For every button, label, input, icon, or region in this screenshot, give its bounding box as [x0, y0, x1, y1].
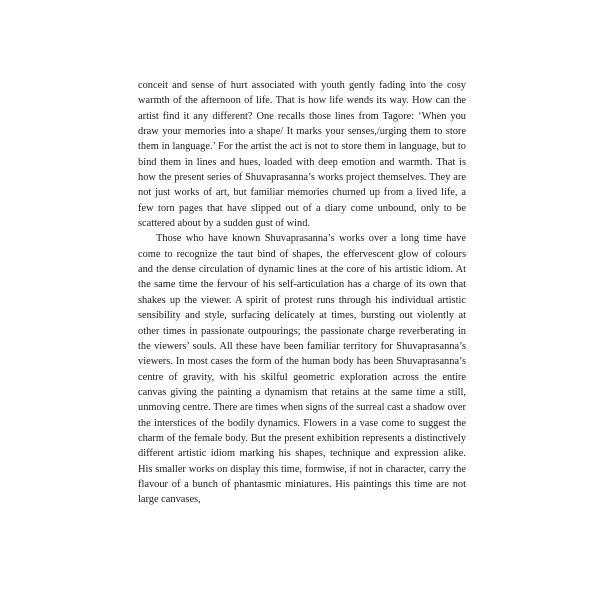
- paragraph-1: conceit and sense of hurt associated with youth gently fading into the cosy warmth of the afternoon of life. That is how life wends its way. How can the artist find it any different? One recalls those lines from Tagore: ‘When you draw your memories into a shape/ It marks your senses,/urging them to store them in language.’ For the artist the act is not to store them in language, but to bind them in lines and hues, loaded with deep emotion and warmth. That is how the present series of Shuvaprasanna’s works project themselves. They are not just works of art, but familiar memories churned up from a lived life, a few torn pages that have slipped out of a diary come unbound, only to be scattered about by a sudden gust of wind.: [138, 80, 466, 230]
- body-text: [138, 78, 466, 508]
- paragraph-2: Those who have known Shuvaprasanna’s works over a long time have come to recognize the taut bind of shapes, the effervescent glow of colours and the dense circulation of dynamic lines at the core of his artistic idiom. At the same time the fervour of his self-articulation has a charge of its own that shakes up the viewer. A spirit of protest runs through his individual artistic sensibility and style, surfacing delicately at times, bursting out violently at other times in passionate outpourings; the passionate charge reverberating in the viewers’ souls. All these have been familiar territory for Shuvaprasanna’s viewers. In most cases the form of the human body has been Shuvaprasanna’s centre of gravity, with his skilful geometric exploration across the entire canvas giving the painting a dynamism that retains at the same time a still, unmoving centre. There are times when signs of the surreal cast a shadow over the interstices of the bodily dynamics. Flowers in a vase come to suggest the charm of the female body. But the present exhibition represents a distinctively different artistic idiom marking his shapes, technique and expression alike. His smaller works on display this time, formwise, if not in character, carry the flavour of a bunch of phantasmic miniatures. His paintings this time are not large canvases,: [138, 233, 466, 506]
